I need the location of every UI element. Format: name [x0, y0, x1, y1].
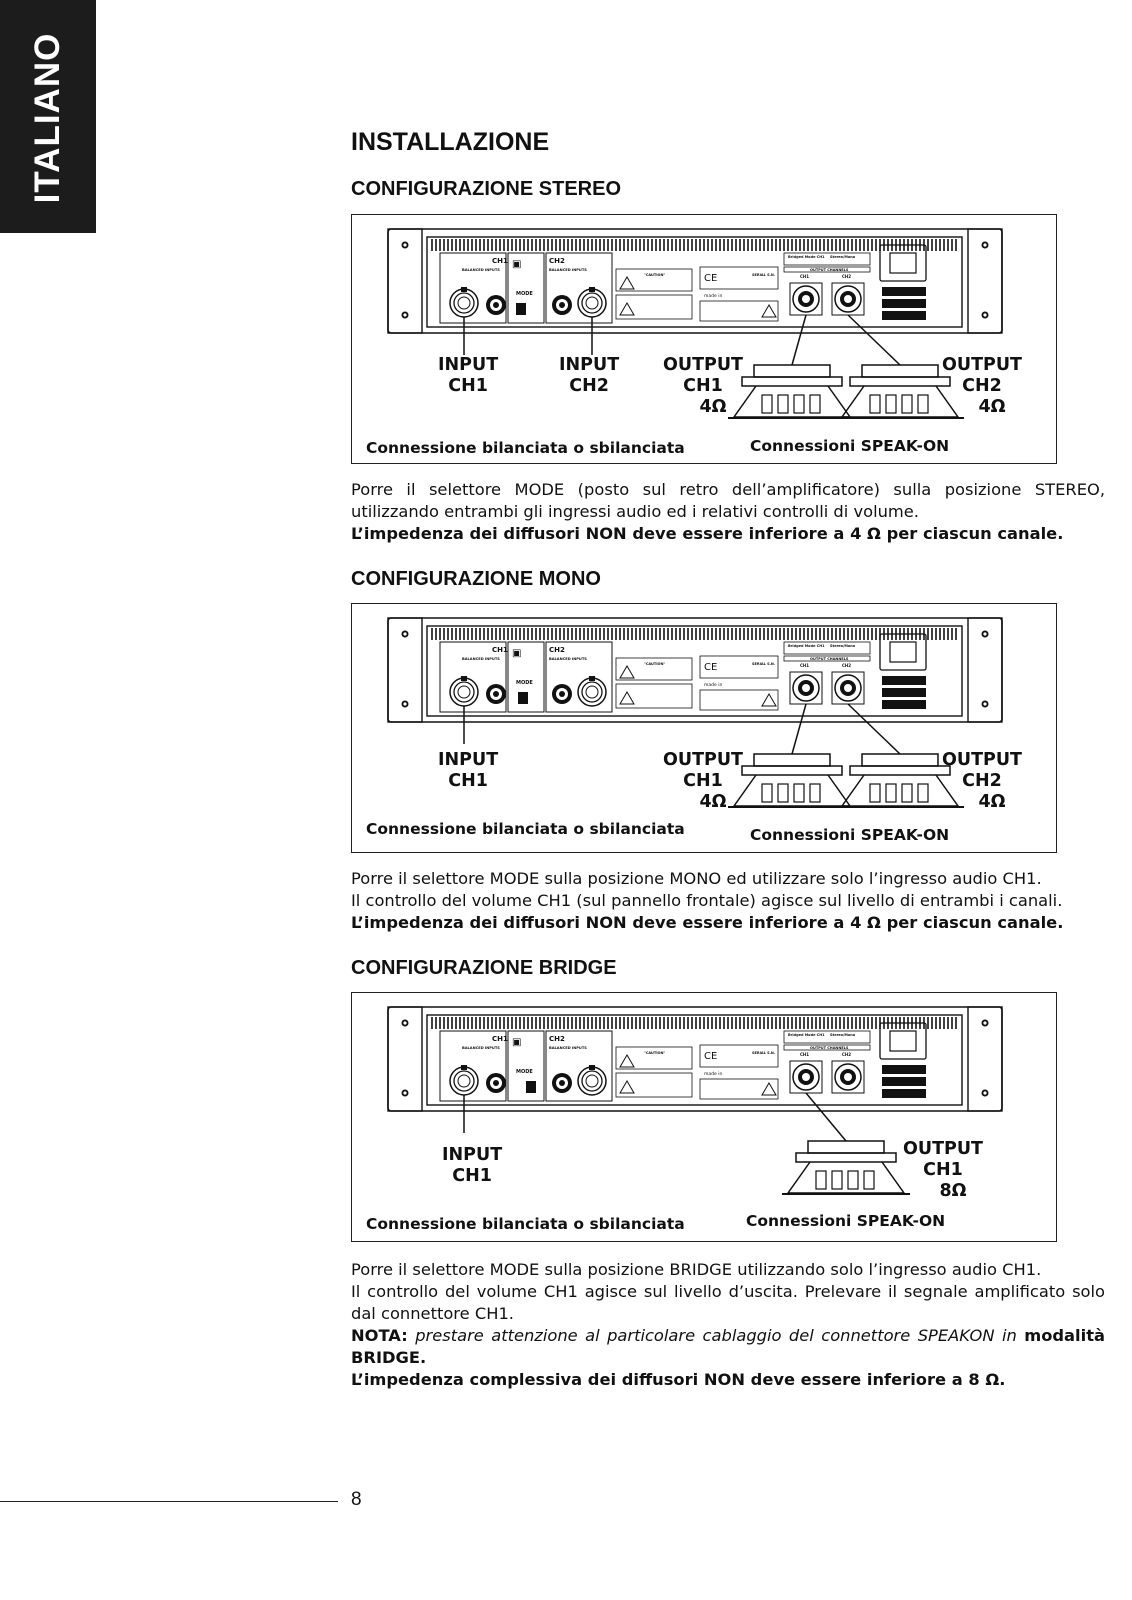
- output-ch1-wire: [792, 315, 806, 365]
- fuse-label-block: [882, 688, 926, 697]
- made-in-label: made in: [704, 683, 723, 688]
- bridge-text-line-1: Porre il selettore MODE sulla posizione BRIDGE utilizzando solo l’ingresso audio CH1.: [351, 1260, 1042, 1279]
- speakon-ch1: [790, 672, 822, 704]
- made-in-label: made in: [704, 1072, 723, 1077]
- caution-box-2: [700, 690, 778, 710]
- mode-label: MODE: [516, 291, 533, 297]
- caution-label: "CAUTION": [644, 273, 666, 277]
- ce-mark: CE: [704, 662, 718, 673]
- ch2-label: CH2: [549, 646, 565, 654]
- caption-balanced: Connessione bilanciata o sbilanciata: [366, 1215, 685, 1233]
- caption-balanced: Connessione bilanciata o sbilanciata: [366, 820, 685, 838]
- vent-slots: [432, 1017, 956, 1029]
- ce-mark: CE: [704, 273, 718, 284]
- rack-screw-hole-center: [403, 1091, 406, 1094]
- ch1-label: CH1: [492, 257, 508, 265]
- rack-screw-hole-center: [403, 632, 406, 635]
- mono-impedance-note: L’impedenza dei diffusori NON deve essere inferiore a 4 Ω per ciascun canale.: [351, 913, 1064, 932]
- bridge-impedance-note: L’impedenza complessiva dei diffusori NON deve essere inferiore a 8 Ω.: [351, 1370, 1006, 1389]
- fuse-label-block: [882, 700, 926, 709]
- fuse-label-block: [882, 1065, 926, 1074]
- heading-mono: CONFIGURAZIONE MONO: [351, 568, 601, 590]
- serial-label: SERIAL S.N.: [752, 273, 776, 277]
- rack-screw-hole-center: [983, 313, 986, 316]
- ch1-jack-connector: [486, 295, 506, 315]
- fuse-label-block: [882, 1089, 926, 1098]
- rack-screw-hole-center: [403, 243, 406, 246]
- bridge-description: [351, 1259, 1105, 1391]
- mono-text-line-2: Il controllo del volume CH1 (sul pannello frontale) agisce sul livello di entrambi i canali.: [351, 891, 1063, 910]
- label-input-ch2: INPUT CH2: [559, 355, 620, 396]
- nota-bold: modalità BRIDGE.: [351, 1326, 1105, 1367]
- nota-label: NOTA:: [351, 1326, 408, 1345]
- output-ch2-label: CH2: [842, 663, 852, 668]
- speakon-ch2: [832, 672, 864, 704]
- speaker-ch1: [728, 365, 856, 418]
- ch1-xlr-connector: [450, 1065, 478, 1095]
- warning-icon: [620, 666, 634, 678]
- amplifier-rear-panel: [352, 229, 1042, 333]
- rack-screw-hole-center: [403, 1021, 406, 1024]
- fuse-label-block: [882, 311, 926, 320]
- warning-icon: [620, 1081, 634, 1093]
- label-input-ch1: INPUT CH1: [438, 750, 499, 791]
- rack-screw-hole-center: [983, 243, 986, 246]
- ch1-label: CH1: [492, 1035, 508, 1043]
- speakon-ch2: [832, 1061, 864, 1093]
- page-number: 8: [351, 1489, 362, 1510]
- ch1-label: CH1: [492, 646, 508, 654]
- output-ch2-wire: [848, 315, 900, 365]
- rack-screw-hole-center: [403, 702, 406, 705]
- language-side-tab: [0, 0, 96, 233]
- fuse-label-block: [882, 299, 926, 308]
- made-in-label: made in: [704, 294, 723, 299]
- rack-screw-hole-center: [403, 313, 406, 316]
- serial-label: SERIAL S.N.: [752, 662, 776, 666]
- mode-switch-slider: [516, 303, 526, 315]
- warning-icon: [620, 277, 634, 289]
- mode-icon: ▣: [512, 1037, 522, 1048]
- rack-screw-hole-center: [983, 702, 986, 705]
- warning-icon: [620, 1055, 634, 1067]
- label-input-ch1: INPUT CH1: [438, 355, 499, 396]
- output-channels-label: OUTPUT CHANNELS: [810, 1046, 849, 1050]
- stereo-description: [351, 479, 1105, 545]
- ch2-jack-connector: [552, 1073, 572, 1093]
- iec-socket-inner: [890, 642, 916, 662]
- stereo-mono-label: Stereo/Mono: [830, 255, 856, 259]
- output-ch2-wire: [848, 704, 900, 754]
- ch1-xlr-connector: [450, 287, 478, 317]
- label-output-ch1: OUTPUT CH1 4Ω: [663, 355, 743, 417]
- iec-power-socket: [880, 1023, 926, 1059]
- warning-icon: [762, 1083, 776, 1095]
- rack-screw-hole-center: [983, 1091, 986, 1094]
- label-output-ch2: OUTPUT CH2 4Ω: [942, 750, 1022, 812]
- figure-mono: [351, 603, 1057, 853]
- label-output-ch1: OUTPUT CH1 8Ω: [903, 1139, 983, 1201]
- ch2-label: CH2: [549, 257, 565, 265]
- vent-slots: [432, 628, 956, 640]
- output-channels-label: OUTPUT CHANNELS: [810, 268, 849, 272]
- output-ch1-label: CH1: [800, 663, 810, 668]
- nota-text: prestare attenzione al particolare cablaggio del connettore SPEAKON in: [415, 1326, 1017, 1345]
- caption-speakon: Connessioni SPEAK-ON: [746, 1212, 946, 1230]
- mono-description: [351, 868, 1105, 934]
- heading-bridge: CONFIGURAZIONE BRIDGE: [351, 957, 617, 979]
- mode-icon: ▣: [512, 648, 522, 659]
- ch2-jack-connector: [552, 684, 572, 704]
- output-ch2-label: CH2: [842, 274, 852, 279]
- output-ch1-label: CH1: [800, 274, 810, 279]
- ce-mark: CE: [704, 1051, 718, 1062]
- wiring-lines: [464, 1093, 846, 1141]
- speakers: [728, 754, 964, 807]
- language-label: ITALIANO: [28, 32, 67, 204]
- stereo-text-line: Porre il selettore MODE (posto sul retro dell’amplificatore) sulla posizione STEREO, utilizzando entrambi gli ingressi audio ed i relativi controlli di volume.: [351, 480, 1105, 521]
- output-ch2-label: CH2: [842, 1052, 852, 1057]
- output-channels-label: OUTPUT CHANNELS: [810, 657, 849, 661]
- warning-icon: [762, 694, 776, 706]
- stereo-impedance-note: L’impedenza dei diffusori NON deve essere inferiore a 4 Ω per ciascun canale.: [351, 524, 1064, 543]
- mono-text-line-1: Porre il selettore MODE sulla posizione MONO ed utilizzare solo l’ingresso audio CH1.: [351, 869, 1042, 888]
- warning-icon: [620, 692, 634, 704]
- amplifier-rear-panel: [352, 618, 1042, 722]
- fuse-label-block: [882, 676, 926, 685]
- balanced-inputs-label: BALANCED INPUTS: [462, 1046, 500, 1050]
- iec-power-socket: [880, 634, 926, 670]
- caution-label: "CAUTION": [644, 662, 666, 666]
- stereo-mono-label: Stereo/Mono: [830, 1033, 856, 1037]
- speaker-ch1: [728, 754, 856, 807]
- bridge-text-line-2: Il controllo del volume CH1 agisce sul livello d’uscita. Prelevare il segnale amplificato solo dal connettore CH1.: [351, 1282, 1105, 1323]
- ch2-xlr-connector: [578, 287, 606, 317]
- speakon-ch2: [832, 283, 864, 315]
- caution-label: "CAUTION": [644, 1051, 666, 1055]
- output-ch1-wire: [792, 704, 806, 754]
- iec-socket-inner: [890, 253, 916, 273]
- iec-power-socket: [880, 245, 926, 281]
- mode-label: MODE: [516, 680, 533, 686]
- bridged-mode-label: Bridged Mode CH1: [788, 1033, 825, 1037]
- page-title: INSTALLAZIONE: [351, 128, 550, 156]
- caution-box-2: [700, 1079, 778, 1099]
- vent-slots: [432, 239, 956, 251]
- balanced-inputs-label: BALANCED INPUTS: [462, 657, 500, 661]
- serial-label: SERIAL S.N.: [752, 1051, 776, 1055]
- speakers: [728, 365, 964, 418]
- ch1-jack-connector: [486, 1073, 506, 1093]
- balanced-inputs-label-2: BALANCED INPUTS: [549, 268, 587, 272]
- mode-switch-slider: [518, 692, 528, 704]
- balanced-inputs-label-2: BALANCED INPUTS: [549, 1046, 587, 1050]
- amplifier-rear-panel: [352, 1007, 1042, 1111]
- stereo-mono-label: Stereo/Mono: [830, 644, 856, 648]
- bridge-diagram: [352, 993, 1058, 1243]
- ch1-xlr-connector: [450, 676, 478, 706]
- caption-speakon: Connessioni SPEAK-ON: [750, 437, 950, 455]
- label-input-ch1: INPUT CH1: [442, 1145, 503, 1186]
- label-output-ch2: OUTPUT CH2 4Ω: [942, 355, 1022, 417]
- mode-icon: ▣: [512, 259, 522, 270]
- balanced-inputs-label: BALANCED INPUTS: [462, 268, 500, 272]
- ch2-jack-connector: [552, 295, 572, 315]
- warning-icon: [762, 305, 776, 317]
- speakers: [782, 1141, 910, 1194]
- stereo-diagram: [352, 215, 1058, 465]
- speakon-ch1: [790, 1061, 822, 1093]
- caption-balanced: Connessione bilanciata o sbilanciata: [366, 439, 685, 457]
- label-output-ch1: OUTPUT CH1 4Ω: [663, 750, 743, 812]
- ch2-xlr-connector: [578, 676, 606, 706]
- fuse-label-block: [882, 287, 926, 296]
- ch1-jack-connector: [486, 684, 506, 704]
- balanced-inputs-label-2: BALANCED INPUTS: [549, 657, 587, 661]
- figure-bridge: [351, 992, 1057, 1242]
- output-ch1-label: CH1: [800, 1052, 810, 1057]
- rack-screw-hole-center: [983, 1021, 986, 1024]
- fuse-label-block: [882, 1077, 926, 1086]
- heading-stereo: CONFIGURAZIONE STEREO: [351, 178, 622, 200]
- iec-socket-inner: [890, 1031, 916, 1051]
- bridged-mode-label: Bridged Mode CH1: [788, 644, 825, 648]
- bridged-mode-label: Bridged Mode CH1: [788, 255, 825, 259]
- mode-label: MODE: [516, 1069, 533, 1075]
- ch2-xlr-connector: [578, 1065, 606, 1095]
- output-bridge-wire: [806, 1093, 846, 1141]
- footer-rule: [0, 1501, 338, 1502]
- rack-screw-hole-center: [983, 632, 986, 635]
- figure-stereo: [351, 214, 1057, 464]
- caution-box-2: [700, 301, 778, 321]
- mode-switch-slider: [526, 1081, 536, 1093]
- warning-icon: [620, 303, 634, 315]
- caption-speakon: Connessioni SPEAK-ON: [750, 826, 950, 844]
- speakon-ch1: [790, 283, 822, 315]
- speaker-bridge: [782, 1141, 910, 1194]
- mono-diagram: [352, 604, 1058, 854]
- ch2-label: CH2: [549, 1035, 565, 1043]
